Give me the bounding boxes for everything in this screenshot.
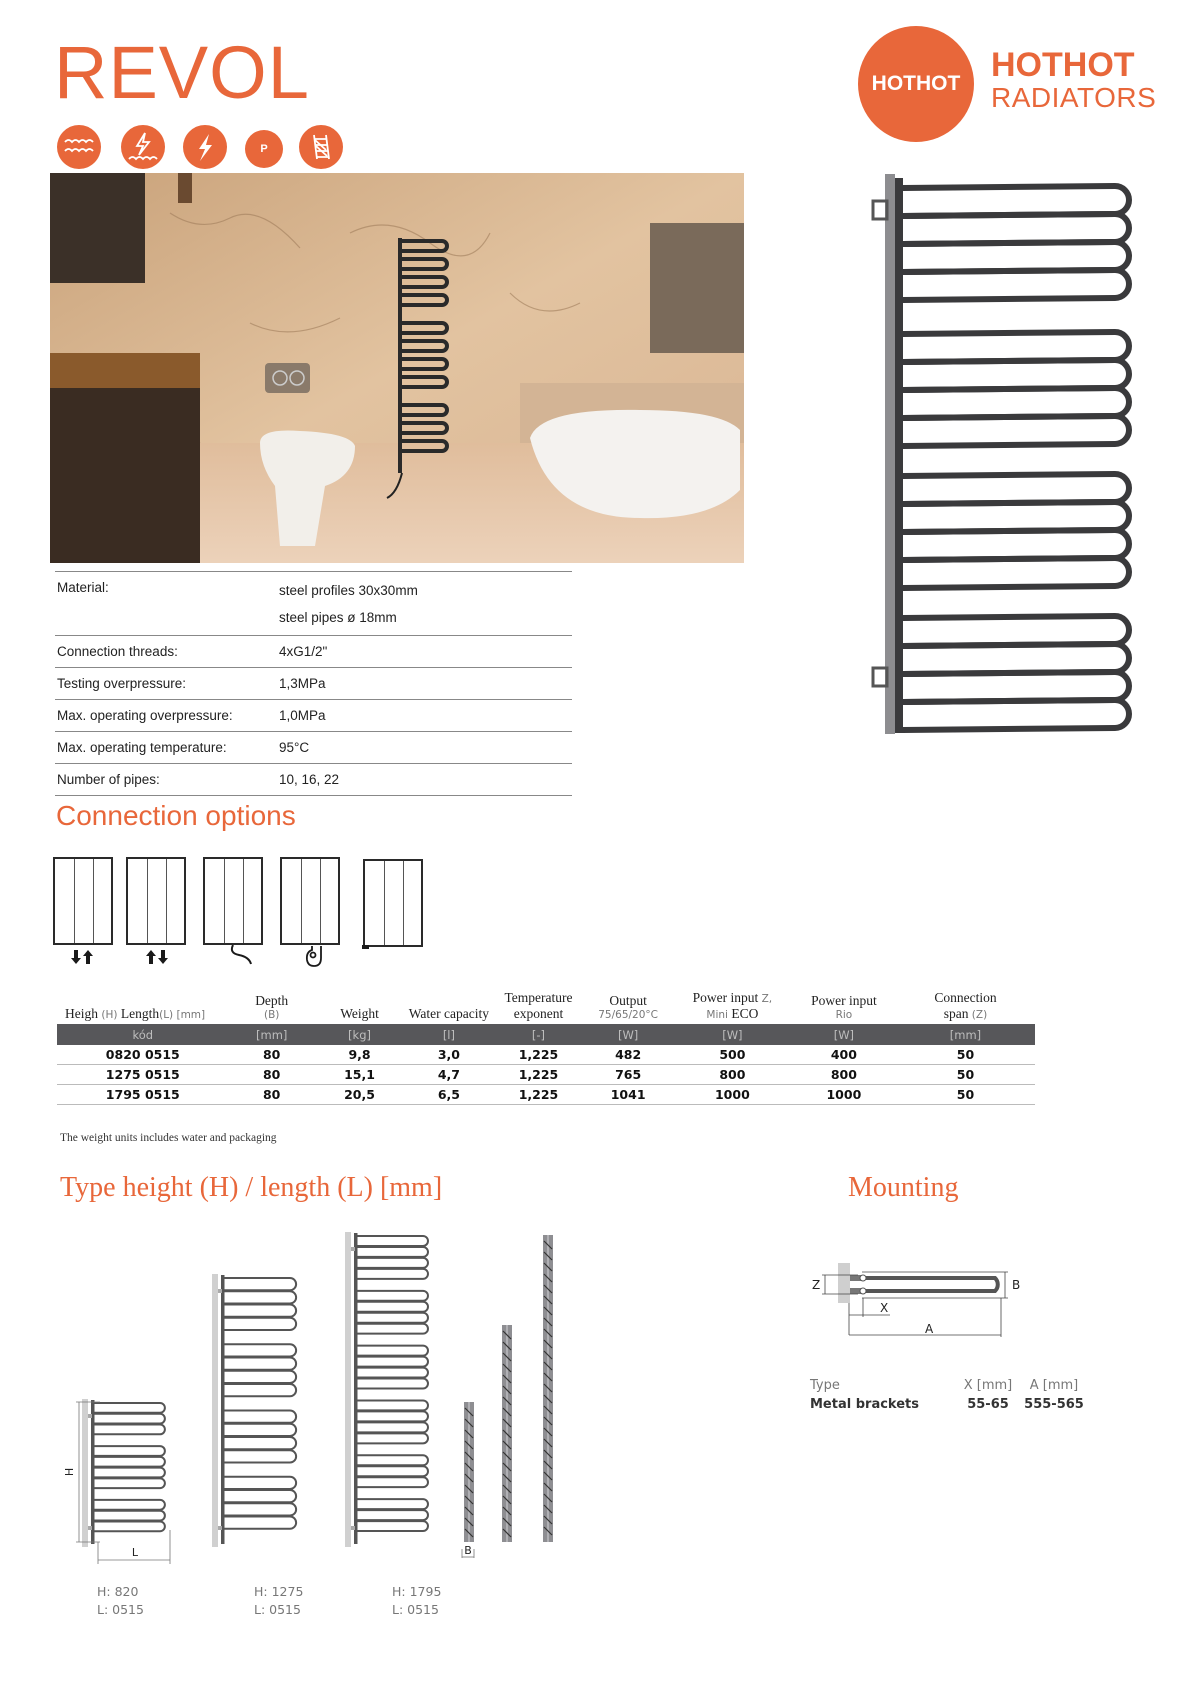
pipe-loop [357, 1499, 428, 1509]
pipe-loop [94, 1478, 165, 1488]
connection-option-1 [53, 857, 113, 945]
pipe-loop [94, 1425, 165, 1435]
mounting-table [810, 1376, 1089, 1414]
type-1275-label [254, 1583, 303, 1619]
table-row [57, 1065, 1035, 1085]
type-diagrams [60, 1230, 700, 1590]
depth-dimension-label: B [464, 1544, 472, 1557]
spec-row [55, 732, 572, 764]
pipe-loop [224, 1411, 296, 1423]
cell: 3,0 [404, 1045, 493, 1065]
spec-label: Number of pipes: [57, 772, 160, 787]
pipe-loop [224, 1424, 296, 1436]
pipe-loop [357, 1324, 428, 1334]
header-type: Type [810, 1378, 840, 1393]
unit-cell: [kg] [315, 1024, 404, 1045]
pipe-loop [224, 1477, 296, 1489]
spec-row [55, 668, 572, 700]
column-header-water-capacity: Water capacity [408, 1005, 490, 1021]
radiator-diagram-1795 [345, 1232, 428, 1547]
side-view-1275 [502, 1325, 512, 1542]
pipe-loop [94, 1446, 165, 1456]
table-row [57, 1085, 1035, 1105]
pipe-loop [94, 1500, 165, 1510]
p-badge-icon [245, 130, 283, 168]
pipe-loop [357, 1269, 428, 1279]
pipe-loop [357, 1379, 428, 1389]
spec-row [55, 700, 572, 732]
down-up-arrows-icon [71, 950, 93, 964]
spec-label: Max. operating overpressure: [57, 708, 233, 723]
type-length: L: 0515 [254, 1602, 301, 1617]
cell: 80 [229, 1065, 315, 1085]
pipe-loop [357, 1247, 428, 1257]
p-badge-label: P [260, 143, 268, 155]
radiator-pipe [903, 416, 1129, 446]
type-height: H: 820 [97, 1584, 139, 1599]
bottom-connection-icon [362, 945, 369, 949]
cell: 1,225 [494, 1065, 584, 1085]
pipe-loop [357, 1236, 428, 1246]
type-1795-label [392, 1583, 441, 1619]
technical-data-table [57, 990, 1035, 1105]
pipe-loop [224, 1450, 296, 1462]
cell: 0820 0515 [57, 1045, 229, 1065]
pipe-loop [357, 1368, 428, 1378]
mount-x: 55-65 [967, 1397, 1009, 1412]
spec-row [55, 764, 572, 796]
type-820-label [97, 1583, 144, 1619]
wall-bracket [873, 668, 887, 686]
pipe-loop [357, 1400, 428, 1410]
cell: 1275 0515 [57, 1065, 229, 1085]
dimension-lines [76, 1402, 474, 1564]
pipe-loop [224, 1344, 296, 1356]
cell: 1041 [583, 1085, 673, 1105]
bracket [218, 1526, 222, 1530]
collector [354, 1233, 358, 1544]
pipe-loop [357, 1466, 428, 1476]
cell: 80 [229, 1085, 315, 1105]
unit-cell: kód [57, 1024, 229, 1045]
brand-tagline: RADIATORS [991, 82, 1157, 113]
pipe-loop [224, 1305, 296, 1317]
brand-name: HOTHOT [991, 46, 1135, 84]
table-header-row [57, 990, 1035, 1024]
pipe-loop [357, 1258, 428, 1268]
pipe-loop [224, 1490, 296, 1502]
header-x: X [mm] [963, 1378, 1013, 1393]
connection-option-2 [126, 857, 186, 945]
cell: 1795 0515 [57, 1085, 229, 1105]
pipe-loop [94, 1468, 165, 1478]
pipe-loop [224, 1371, 296, 1383]
water-heating-icon [57, 125, 101, 169]
pipe-loop [357, 1313, 428, 1323]
collector [91, 1400, 95, 1544]
bracket [351, 1526, 355, 1530]
pipe-loop [357, 1346, 428, 1356]
cell: 20,5 [315, 1085, 404, 1105]
spec-row [55, 636, 572, 668]
pipe-loop [224, 1291, 296, 1303]
pipe-loop [224, 1384, 296, 1396]
cell: 1000 [673, 1085, 792, 1105]
cell: 50 [896, 1045, 1035, 1065]
header-a: A [mm] [1029, 1378, 1079, 1393]
cell: 50 [896, 1065, 1035, 1085]
specifications-table [55, 571, 572, 796]
cell: 800 [792, 1065, 896, 1085]
spec-value: 95°C [279, 740, 310, 755]
b-dimension-label: B [1012, 1278, 1021, 1292]
type-height: H: 1795 [392, 1584, 442, 1599]
pipe-loop [94, 1511, 165, 1521]
unit-cell: [l] [404, 1024, 493, 1045]
mounting-heading: Mounting [848, 1172, 959, 1203]
type-length: L: 0515 [97, 1602, 144, 1617]
radiator-frame [885, 174, 895, 734]
unit-cell: [W] [583, 1024, 673, 1045]
column-header-output: Output 75/65/20°C [598, 993, 658, 1021]
product-title: REVOL [54, 31, 310, 114]
radiator-diagram-820 [82, 1399, 165, 1547]
cell: 9,8 [315, 1045, 404, 1065]
electric-water-icon [121, 125, 165, 169]
connection-option-4 [280, 857, 340, 945]
spec-value: 1,0MPa [279, 708, 326, 723]
mounting-row [810, 1395, 1089, 1414]
wall-plate [212, 1274, 218, 1547]
pipe-loop [224, 1503, 296, 1515]
cell: 765 [583, 1065, 673, 1085]
bracket [351, 1247, 355, 1251]
bracket [218, 1289, 222, 1293]
spec-label: Testing overpressure: [57, 676, 187, 691]
pipe-loop [94, 1403, 165, 1413]
spec-label: Material: [57, 580, 109, 595]
mounting-header-row [810, 1376, 1089, 1395]
spec-row-material [55, 572, 572, 636]
wall-bracket [873, 201, 887, 219]
pipe-loop [224, 1278, 296, 1290]
cell: 50 [896, 1085, 1035, 1105]
side-view-1795 [543, 1235, 553, 1542]
a-dimension-label: A [925, 1322, 934, 1336]
ladder-icon [299, 125, 343, 169]
cell: 6,5 [404, 1085, 493, 1105]
column-header-power-z: Power input Z, Mini ECO [692, 990, 773, 1021]
unit-cell: [mm] [896, 1024, 1035, 1045]
column-header-size: Heigh (H) Length(L) [mm] [65, 1005, 206, 1021]
cell: 400 [792, 1045, 896, 1065]
units-row [57, 1024, 1035, 1045]
pipe-loop [357, 1477, 428, 1487]
pipe-loop [357, 1302, 428, 1312]
bracket [88, 1526, 92, 1530]
radiator-product-image [865, 166, 1135, 786]
mount-type: Metal brackets [810, 1397, 919, 1412]
length-dimension-label: L [131, 1546, 139, 1559]
pipe-loop [357, 1510, 428, 1520]
pipe-loop [357, 1433, 428, 1443]
radiator-collector [895, 178, 903, 733]
height-dimension-label: H [63, 1467, 76, 1477]
cell: 500 [673, 1045, 792, 1065]
side-view-820 [464, 1402, 474, 1542]
pipe-loop [94, 1521, 165, 1531]
connection-options-heading: Connection options [56, 800, 296, 831]
radiator-diagram-1275 [212, 1274, 296, 1547]
unit-cell: [W] [792, 1024, 896, 1045]
pipe-loop [357, 1422, 428, 1432]
type-height-length-heading: Type height (H) / length (L) [mm] [60, 1172, 443, 1203]
wall-plate [82, 1399, 88, 1547]
cell: 1000 [792, 1085, 896, 1105]
column-header-temperature-exponent: Temperature exponent [504, 990, 573, 1021]
cell: 800 [673, 1065, 792, 1085]
column-header-depth: Depth (B) [255, 993, 289, 1021]
radiator-pipe [903, 700, 1129, 730]
mount-a: 555-565 [1024, 1397, 1084, 1412]
table-footnote: The weight units includes water and packaging [60, 1132, 277, 1144]
spec-value: 1,3MPa [279, 676, 326, 691]
bracket [88, 1414, 92, 1418]
column-header-weight: Weight [340, 1005, 379, 1021]
pipe-loop [357, 1411, 428, 1421]
pipe-loop [357, 1291, 428, 1301]
up-down-arrows-icon [146, 950, 168, 964]
spec-value: 4xG1/2" [279, 644, 328, 659]
connection-option-5 [363, 859, 423, 947]
collector [221, 1275, 225, 1544]
column-header-power-rio: Power input Rio [811, 993, 877, 1021]
connection-option-3 [203, 857, 263, 945]
x-dimension-label: X [880, 1301, 889, 1315]
pipe-loop [224, 1318, 296, 1330]
cell: 15,1 [315, 1065, 404, 1085]
wall-plate [345, 1232, 351, 1547]
pipe-loop [224, 1358, 296, 1370]
spec-value: steel pipes ø 18mm [279, 610, 397, 625]
brand-circle-text: HOTHOT [871, 72, 961, 95]
cell: 80 [229, 1045, 315, 1065]
electric-icon [183, 125, 227, 169]
cell: 1,225 [494, 1045, 584, 1065]
column-header-connection-span: Connection span (Z) [934, 990, 997, 1021]
spec-label: Max. operating temperature: [57, 740, 227, 755]
cell: 4,7 [404, 1065, 493, 1085]
brand-logo-circle [858, 26, 974, 142]
unit-cell: [-] [494, 1024, 584, 1045]
spec-value: steel profiles 30x30mm [279, 583, 418, 598]
radiator-pipe [903, 270, 1129, 300]
pipe-loop [224, 1437, 296, 1449]
spec-value: 10, 16, 22 [279, 772, 340, 787]
pipe-loop [357, 1521, 428, 1531]
type-length: L: 0515 [392, 1602, 439, 1617]
electric-heater-icon [307, 946, 321, 966]
unit-cell: [W] [673, 1024, 792, 1045]
spec-label: Connection threads: [57, 644, 178, 659]
pipe-loop [357, 1455, 428, 1465]
pipe-loop [357, 1357, 428, 1367]
cell: 482 [583, 1045, 673, 1065]
unit-cell: [mm] [229, 1024, 315, 1045]
mounting-diagram [800, 1255, 1050, 1355]
type-height: H: 1275 [254, 1584, 304, 1599]
z-dimension-label: Z [812, 1278, 821, 1292]
pipe-loop [224, 1517, 296, 1529]
product-photo [50, 173, 744, 563]
cable-icon [232, 945, 251, 964]
radiator-pipe [903, 558, 1129, 588]
pipe-loop [94, 1457, 165, 1467]
cell: 1,225 [494, 1085, 584, 1105]
table-row [57, 1045, 1035, 1065]
pipe-loop [94, 1414, 165, 1424]
